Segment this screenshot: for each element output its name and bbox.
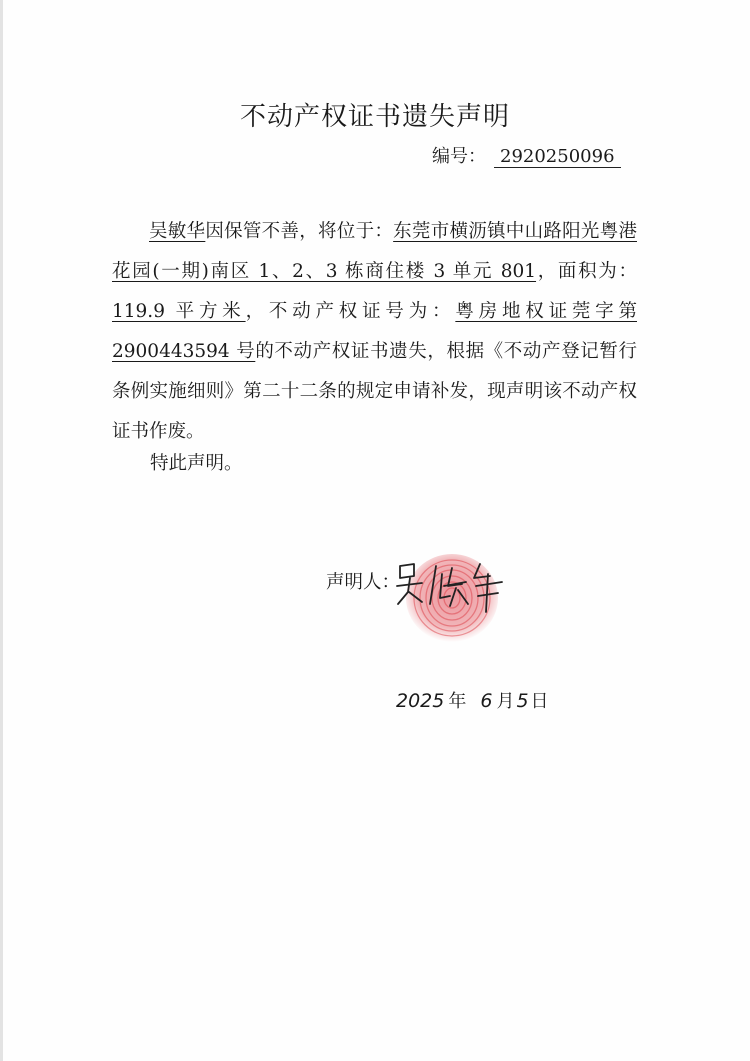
certificate-number: 粤房地权证莞字第 2900443594 号 xyxy=(112,301,637,362)
date-year-unit: 年 xyxy=(448,691,467,712)
serial-line xyxy=(432,142,621,168)
property-area: 119.9 平方米 xyxy=(112,301,246,322)
closing-statement: 特此声明。 xyxy=(150,453,243,474)
body-segment-2: ，面积为： xyxy=(536,261,637,282)
body-segment-1: 因保管不善，将位于： xyxy=(205,221,394,242)
date-month: 6 xyxy=(480,690,493,712)
date-day-unit: 日 xyxy=(530,691,549,712)
date-year: 2025 xyxy=(396,690,445,712)
serial-label: 编号： xyxy=(432,146,486,167)
date-day: 5 xyxy=(516,690,529,712)
serial-number: 2920250096 xyxy=(494,146,621,168)
scan-edge xyxy=(0,0,3,1061)
date-month-unit: 月 xyxy=(496,691,515,712)
declarant-label: 声明人： xyxy=(326,572,401,593)
property-address: 东莞市横沥镇中山路阳光粤港花园(一期)南区 1、2、3 栋商住楼 3 单元 801 xyxy=(112,221,637,282)
body-segment-3: ，不动产权证号为： xyxy=(245,301,456,322)
handwritten-signature xyxy=(392,556,522,616)
declarant-name: 吴敏华 xyxy=(149,221,206,242)
document-title: 不动产权证书遗失声明 xyxy=(239,102,510,132)
statement-body xyxy=(112,212,637,452)
statement-date xyxy=(396,687,549,713)
body-segment-4: 的不动产权证书遗失，根据《不动产登记暂行条例实施细则》第二十二条的规定申请补发，现声明该不动产权证书作废。 xyxy=(112,341,637,442)
